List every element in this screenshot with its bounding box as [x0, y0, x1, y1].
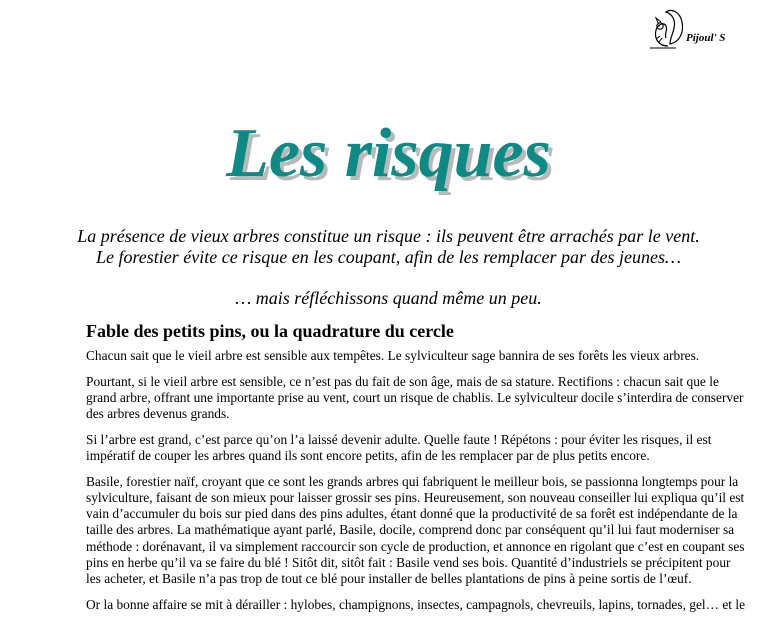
intro-line: La présence de vieux arbres constitue un risque : ils peuvent être arrachés par le vent.: [77, 226, 700, 246]
paragraph: Basile, forestier naïf, croyant que ce sont les grands arbres qui fabriquent le meilleur bois, se passionna longtemps pour la sylviculture, faisant de son mieux pour laisser grossir ses pins. Heureusement, son nouveau conseiller lui expliqua qu’il est vain d’accumuler du bois sur pied dans des pins adultes, étant donné que la productivité de sa forêt est indépendante de la taille des arbres. La mathématique ayant parlé, Basile, docile, comprend donc par conséquent qu’il lui faut moderniser sa méthode : dorénavant, il va simplement raccourcir son cycle de production, et annonce en rigolant que c’est en coupant ses pins en herbe qu’il va se faire du blé ! Sitôt dit, sitôt fait : Basile vend ses bois. Quantité d’industriels se précipitent pour les acheter, et Basile n’a pas trop de tout ce blé pour installer de belles plantations de pins à peine sortis de l’œuf.: [86, 473, 745, 586]
paragraph: Chacun sait que le vieil arbre est sensible aux tempêtes. Le sylviculteur sage bannira de ses forêts les vieux arbres.: [86, 348, 700, 363]
intro-line: Le forestier évite ce risque en les coupant, afin de les remplacer par des jeunes…: [95, 247, 682, 267]
intro-line: … mais réfléchissons quand même un peu.: [235, 288, 542, 308]
body-text: [86, 348, 748, 622]
intro-block: [0, 226, 777, 309]
pijouls-logo: [646, 6, 766, 52]
page-title: Les risques: [226, 115, 551, 192]
paragraph: Pourtant, si le vieil arbre est sensible, ce n’est pas du fait de son âge, mais de sa stature. Rectifions : chacun sait que le grand arbre, offrant une importante prise au vent, court un risque de chablis. Le sylviculteur docile s’interdira de conserver des arbres devenus grands.: [86, 373, 744, 422]
logo-text: Pijoul' S: [686, 32, 726, 44]
paragraph: Si l’arbre est grand, c’est parce qu’on l’a laissé devenir adulte. Quelle faute ! Répétons : pour éviter les risques, il est impératif de couper les arbres quand ils sont encore petits, afin de les remplacer par de plus petits encore.: [86, 431, 712, 464]
paragraph: Or la bonne affaire se mit à dérailler : hylobes, champignons, insectes, campagnols, chevreuils, lapins, tornades, gel… et le: [86, 596, 746, 612]
section-title: Fable des petits pins, ou la quadrature du cercle: [86, 321, 454, 341]
squirrel-icon: [646, 6, 686, 50]
